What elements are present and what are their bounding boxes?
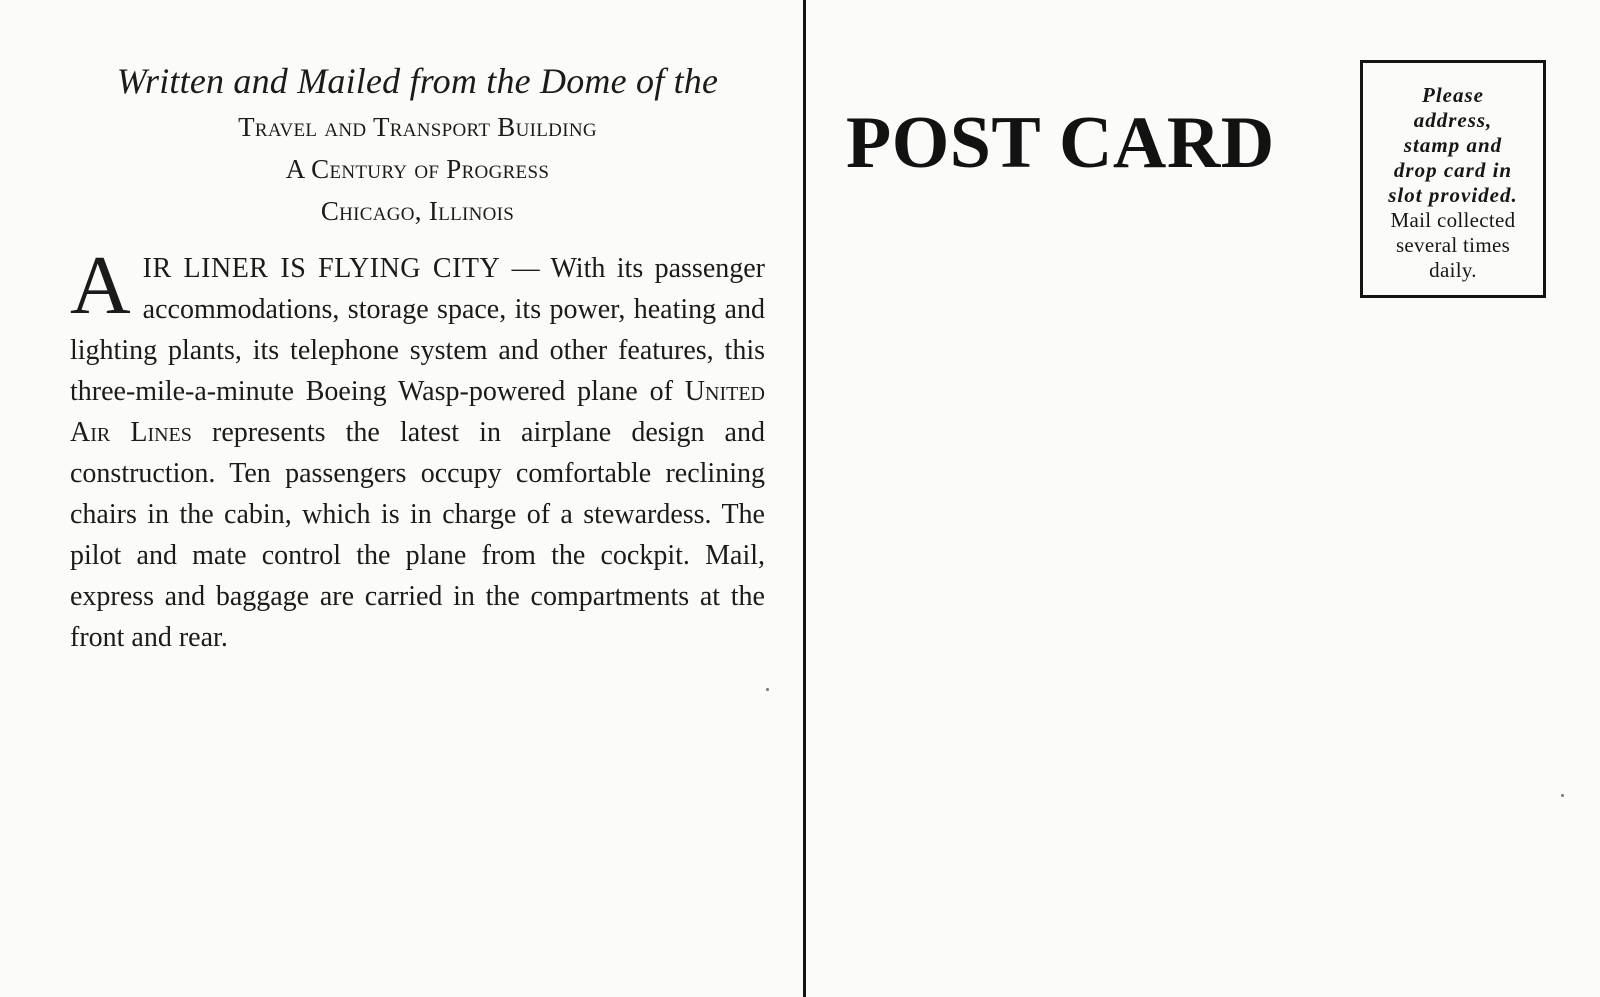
location-line: Chicago, Illinois	[320, 196, 515, 226]
drop-cap: A	[70, 239, 131, 332]
building-name: Travel and Transport Building	[238, 112, 597, 142]
message-side	[70, 58, 765, 658]
paper-speck	[766, 688, 769, 691]
stamp-box	[1360, 60, 1546, 298]
stamp-instruction-line: slot provided.	[1388, 183, 1518, 207]
stamp-instruction-line: address,	[1413, 108, 1493, 132]
exposition-name: A Century of Progress	[285, 154, 550, 184]
description-text-part2: represents the latest in airplane design and construction. Ten passengers occupy comfortable reclining chairs in the cabin, which is in charge of a stewardess. The pilot and mate control the plane from the cockpit. Mail, express and baggage are carried in the compartments at the front and rear.	[70, 417, 765, 653]
mail-collection-line: daily.	[1429, 258, 1477, 282]
description-text-part1: — With its passenger accommodations, storage space, its power, heating and lighting plants, its telephone system and other features, this three-mile-a-minute Boeing Wasp-powered plane of	[70, 253, 765, 407]
mail-collection-line: several times	[1395, 233, 1511, 257]
stamp-instruction-line: Please	[1422, 83, 1484, 107]
paper-speck	[1561, 794, 1564, 797]
stamp-instruction-line: drop card in	[1393, 158, 1513, 182]
headline-lead: IR LINER IS FLYING CITY	[142, 253, 501, 284]
airline-name: United Air Lines	[70, 376, 765, 448]
post-card-title: POST CARD	[846, 102, 1275, 184]
mail-collection-line: Mail collected	[1390, 208, 1516, 232]
stamp-instruction-line: stamp and	[1403, 133, 1503, 157]
description-paragraph	[70, 239, 765, 658]
address-side	[806, 0, 1600, 997]
intro-line: Written and Mailed from the Dome of the	[116, 61, 719, 101]
